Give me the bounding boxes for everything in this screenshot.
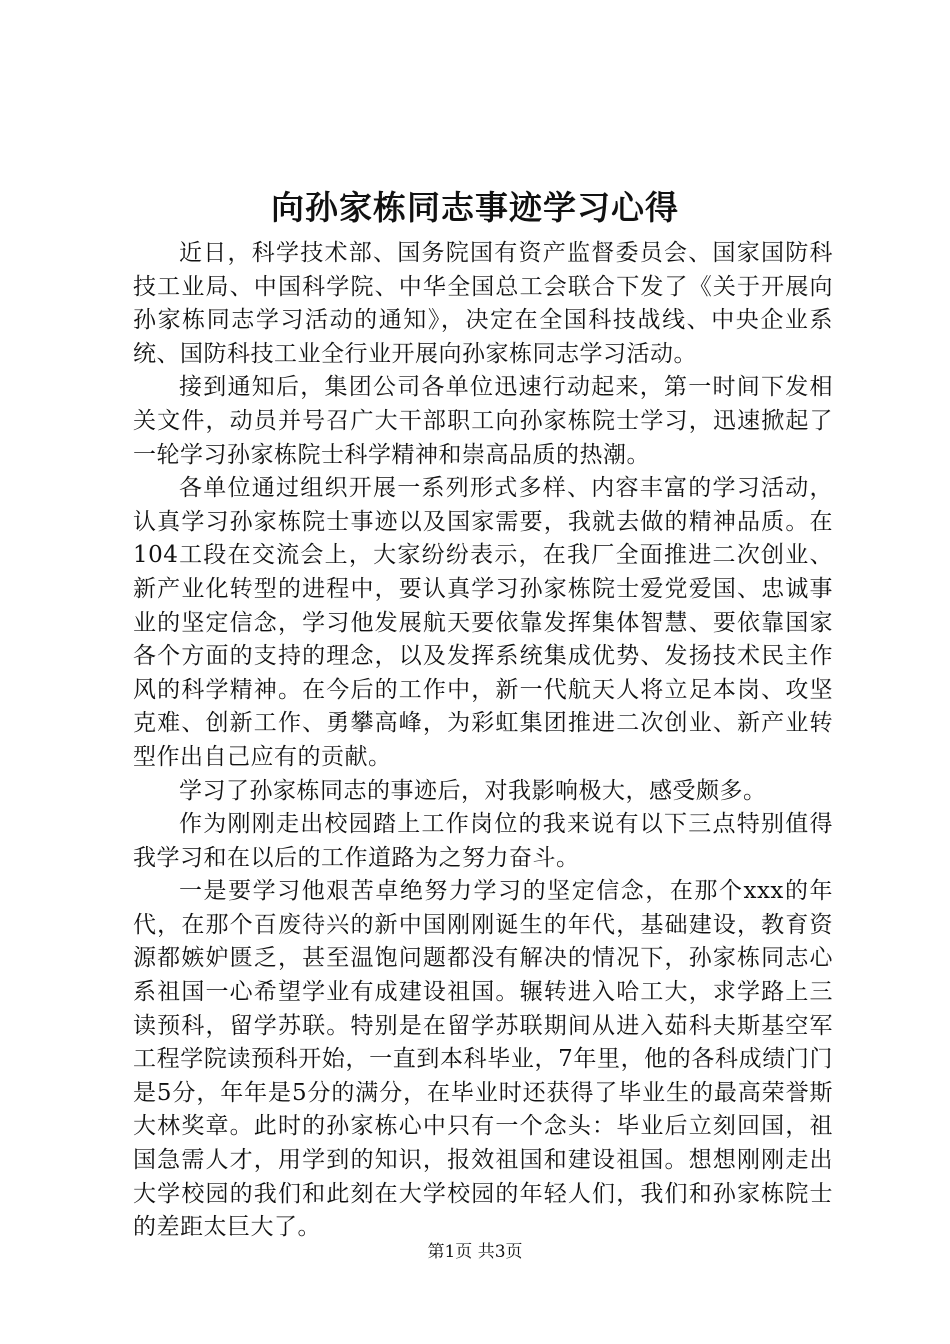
document-body bbox=[133, 237, 833, 1245]
paragraph: 近日，科学技术部、国务院国有资产监督委员会、国家国防科技工业局、中国科学院、中华全国总工会联合下发了《关于开展向孙家栋同志学习活动的通知》，决定在全国科技战线、中央企业系统、国防科技工业全行业开展向孙家栋同志学习活动。 bbox=[133, 240, 833, 367]
paragraph: 各单位通过组织开展一系列形式多样、内容丰富的学习活动，认真学习孙家栋院士事迹以及国家需要，我就去做的精神品质。在104工段在交流会上，大家纷纷表示，在我厂全面推进二次创业、新产业化转型的进程中，要认真学习孙家栋院士爱党爱国、忠诚事业的坚定信念，学习他发展航天要依靠发挥集体智慧、要依靠国家各个方面的支持的理念，以及发挥系统集成优势、发扬技术民主作风的科学精神。在今后的工作中，新一代航天人将立足本岗、攻坚克难、创新工作、勇攀高峰，为彩虹集团推进二次创业、新产业转型作出自己应有的贡献。 bbox=[133, 475, 833, 770]
paragraph: 学习了孙家栋同志的事迹后，对我影响极大，感受颇多。 bbox=[179, 777, 767, 804]
paragraph: 一是要学习他艰苦卓绝努力学习的坚定信念，在那个xxx的年代，在那个百废待兴的新中国刚刚诞生的年代，基础建设，教育资源都嫉妒匮乏，甚至温饱问题都没有解决的情况下，孙家栋同志心系祖国一心希望学业有成建设祖国。辗转进入哈工大，求学路上三读预科，留学苏联。特别是在留学苏联期间从进入茹科夫斯基空军工程学院读预科开始，一直到本科毕业，7年里，他的各科成绩门门是5分，年年是5分的满分，在毕业时还获得了毕业生的最高荣誉斯大林奖章。此时的孙家栋心中只有一个念头：毕业后立刻回国，祖国急需人才，用学到的知识，报效祖国和建设祖国。想想刚刚走出大学校园的我们和此刻在大学校园的年轻人们，我们和孙家栋院士的差距太巨大了。 bbox=[133, 878, 833, 1241]
page-number-footer: 第1页 共3页 bbox=[427, 1242, 523, 1262]
document-title: 向孙家栋同志事迹学习心得 bbox=[271, 188, 679, 227]
paragraph: 作为刚刚走出校园踏上工作岗位的我来说有以下三点特别值得我学习和在以后的工作道路为之努力奋斗。 bbox=[133, 811, 833, 871]
paragraph: 接到通知后，集团公司各单位迅速行动起来，第一时间下发相关文件，动员并号召广大干部职工向孙家栋院士学习，迅速掀起了一轮学习孙家栋院士科学精神和崇高品质的热潮。 bbox=[133, 374, 833, 468]
